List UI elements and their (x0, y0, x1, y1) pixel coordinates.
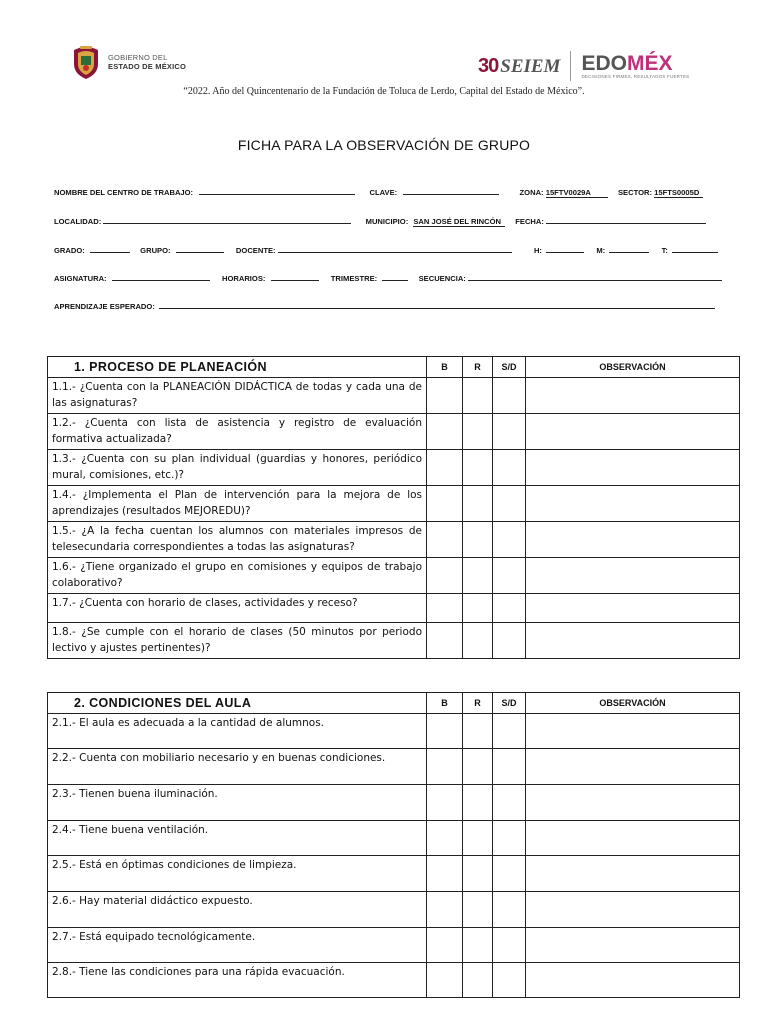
trimestre-label: TRIMESTRE: (330, 274, 378, 283)
observacion-cell[interactable] (526, 928, 740, 963)
planeacion-body (48, 378, 740, 659)
col-r: R (463, 693, 493, 714)
r-cell[interactable] (463, 714, 493, 749)
b-cell[interactable] (427, 486, 463, 522)
r-cell[interactable] (463, 749, 493, 785)
sector-value[interactable]: 15FTS0005D (654, 188, 703, 198)
secuencia-label: SECUENCIA: (418, 274, 466, 283)
r-cell[interactable] (463, 522, 493, 558)
table-row (48, 821, 740, 856)
sd-cell[interactable] (493, 821, 526, 856)
col-observacion: OBSERVACIÓN (526, 693, 740, 714)
col-b: B (427, 693, 463, 714)
b-cell[interactable] (427, 963, 463, 998)
form-row-3 (54, 244, 718, 255)
table-row (48, 414, 740, 450)
seiem-logo (478, 55, 560, 78)
horarios-field[interactable] (271, 272, 319, 281)
form-row-1 (54, 186, 703, 198)
b-cell[interactable] (427, 749, 463, 785)
asignatura-field[interactable] (112, 272, 210, 281)
b-cell[interactable] (427, 450, 463, 486)
table-row (48, 749, 740, 785)
sd-cell[interactable] (493, 486, 526, 522)
sd-cell[interactable] (493, 749, 526, 785)
r-cell[interactable] (463, 594, 493, 623)
r-cell[interactable] (463, 892, 493, 928)
municipio-value[interactable]: SAN JOSÉ DEL RINCÓN (413, 217, 505, 227)
col-sd: S/D (493, 357, 526, 378)
table-row (48, 623, 740, 659)
col-b: B (427, 357, 463, 378)
sd-cell[interactable] (493, 785, 526, 821)
observacion-cell[interactable] (526, 856, 740, 892)
grado-label: GRADO: (54, 246, 85, 255)
observacion-cell[interactable] (526, 378, 740, 414)
b-cell[interactable] (427, 558, 463, 594)
form-row-2 (54, 215, 706, 227)
planeacion-table (47, 356, 740, 659)
trimestre-field[interactable] (382, 272, 408, 281)
sd-cell[interactable] (493, 414, 526, 450)
sd-cell[interactable] (493, 856, 526, 892)
sd-cell[interactable] (493, 623, 526, 659)
logo-divider (570, 51, 571, 81)
aprendizaje-label: APRENDIZAJE ESPERADO: (54, 302, 155, 311)
col-sd: S/D (493, 693, 526, 714)
planeacion-header-row (48, 357, 740, 378)
r-cell[interactable] (463, 928, 493, 963)
horarios-label: HORARIOS: (221, 274, 266, 283)
table-row (48, 785, 740, 821)
year-motto: “2022. Año del Quincentenario de la Fundación de Toluca de Lerdo, Capital del Estado de México”. (183, 86, 585, 97)
zona-label: ZONA: (519, 188, 544, 197)
table-row (48, 378, 740, 414)
form-row-5 (54, 300, 715, 311)
table-row (48, 714, 740, 749)
grado-field[interactable] (90, 244, 130, 253)
planeacion-question: 1.3.- ¿Cuenta con su plan individual (guardias y honores, periódico mural, comisiones, etc.)? (48, 450, 427, 486)
edomex-tagline: DECISIONES FIRMES, RESULTADOS FUERTES (581, 73, 690, 79)
r-cell[interactable] (463, 856, 493, 892)
page-title: FICHA PARA LA OBSERVACIÓN DE GRUPO (237, 137, 531, 153)
sd-cell[interactable] (493, 522, 526, 558)
aprendizaje-field[interactable] (159, 300, 715, 309)
sd-cell[interactable] (493, 892, 526, 928)
centro-field[interactable] (199, 186, 355, 195)
table-row (48, 558, 740, 594)
grupo-label: GRUPO: (140, 246, 171, 255)
planeacion-question: 1.4.- ¿Implementa el Plan de intervención para la mejora de los aprendizajes (resultados MEJOREDU)? (48, 486, 427, 522)
r-cell[interactable] (463, 450, 493, 486)
r-cell[interactable] (463, 821, 493, 856)
clave-field[interactable] (403, 186, 499, 195)
t-field[interactable] (672, 244, 718, 253)
sd-cell[interactable] (493, 963, 526, 998)
condiciones-body (48, 714, 740, 998)
grupo-field[interactable] (176, 244, 224, 253)
observacion-cell[interactable] (526, 414, 740, 450)
r-cell[interactable] (463, 378, 493, 414)
edomex-brand-a: EDO (581, 51, 627, 75)
observacion-cell[interactable] (526, 785, 740, 821)
table-row (48, 856, 740, 892)
localidad-label: LOCALIDAD: (54, 217, 102, 226)
condiciones-question: 2.1.- El aula es adecuada a la cantidad de alumnos. (48, 714, 427, 749)
institution-logos (478, 48, 689, 84)
b-cell[interactable] (427, 378, 463, 414)
col-observacion: OBSERVACIÓN (526, 357, 740, 378)
r-cell[interactable] (463, 623, 493, 659)
observacion-cell[interactable] (526, 486, 740, 522)
condiciones-question: 2.7.- Está equipado tecnológicamente. (48, 928, 427, 963)
condiciones-question: 2.6.- Hay material didáctico expuesto. (48, 892, 427, 928)
fecha-label: FECHA: (515, 217, 544, 226)
localidad-field[interactable] (103, 215, 351, 224)
sd-cell[interactable] (493, 450, 526, 486)
r-cell[interactable] (463, 558, 493, 594)
m-field[interactable] (609, 244, 649, 253)
b-cell[interactable] (427, 522, 463, 558)
condiciones-question: 2.5.- Está en óptimas condiciones de limpieza. (48, 856, 427, 892)
edomex-brand-x: MÉX (626, 51, 673, 75)
condiciones-question: 2.3.- Tienen buena iluminación. (48, 785, 427, 821)
m-label: M: (596, 246, 606, 255)
t-label: T: (661, 246, 668, 255)
planeacion-question: 1.1.- ¿Cuenta con la PLANEACIÓN DIDÁCTICA de todas y cada una de las asignaturas? (48, 378, 427, 414)
planeacion-question: 1.6.- ¿Tiene organizado el grupo en comisiones y equipos de trabajo colaborativo? (48, 558, 427, 594)
condiciones-question: 2.4.- Tiene buena ventilación. (48, 821, 427, 856)
sd-cell[interactable] (493, 594, 526, 623)
observacion-cell[interactable] (526, 821, 740, 856)
observacion-cell[interactable] (526, 558, 740, 594)
b-cell[interactable] (427, 623, 463, 659)
planeacion-question: 1.5.- ¿A la fecha cuentan los alumnos con materiales impresos de telesecundaria correspondientes a todas las asignaturas? (48, 522, 427, 558)
table-row (48, 522, 740, 558)
table-row (48, 594, 740, 623)
gobierno-line2: ESTADO DE MÉXICO (108, 62, 187, 71)
b-cell[interactable] (427, 714, 463, 749)
b-cell[interactable] (427, 821, 463, 856)
table-row (48, 486, 740, 522)
state-shield-icon (70, 44, 102, 80)
zona-value[interactable]: 15FTV0029A (546, 188, 608, 198)
docente-label: DOCENTE: (235, 246, 276, 255)
seiem-text: SEIEM (500, 55, 561, 77)
h-label: H: (533, 246, 542, 255)
table-row (48, 928, 740, 963)
page-header (0, 0, 768, 110)
form-row-4 (54, 272, 722, 283)
condiciones-question: 2.2.- Cuenta con mobiliario necesario y en buenas condiciones. (48, 749, 427, 785)
r-cell[interactable] (463, 785, 493, 821)
h-field[interactable] (546, 244, 584, 253)
b-cell[interactable] (427, 785, 463, 821)
condiciones-table (47, 692, 740, 998)
planeacion-question: 1.8.- ¿Se cumple con el horario de clases (50 minutos por periodo lectivo y ajustes pertinentes)? (48, 623, 427, 659)
clave-label: CLAVE: (369, 188, 398, 197)
b-cell[interactable] (427, 414, 463, 450)
planeacion-question: 1.7.- ¿Cuenta con horario de clases, actividades y receso? (48, 594, 427, 623)
condiciones-header-row (48, 693, 740, 714)
condiciones-question: 2.8.- Tiene las condiciones para una rápida evacuación. (48, 963, 427, 998)
b-cell[interactable] (427, 856, 463, 892)
col-r: R (463, 357, 493, 378)
observacion-cell[interactable] (526, 623, 740, 659)
fecha-field[interactable] (546, 215, 706, 224)
section2-title: 2. CONDICIONES DEL AULA (48, 693, 427, 714)
docente-field[interactable] (278, 244, 512, 253)
r-cell[interactable] (463, 486, 493, 522)
section1-title: 1. PROCESO DE PLANEACIÓN (48, 357, 427, 378)
observacion-cell[interactable] (526, 450, 740, 486)
table-row (48, 963, 740, 998)
asignatura-label: ASIGNATURA: (54, 274, 107, 283)
b-cell[interactable] (427, 892, 463, 928)
observacion-cell[interactable] (526, 892, 740, 928)
table-row (48, 450, 740, 486)
centro-label: NOMBRE DEL CENTRO DE TRABAJO: (54, 188, 194, 197)
observacion-cell[interactable] (526, 963, 740, 998)
municipio-label: MUNICIPIO: (365, 217, 409, 226)
gobierno-line1: GOBIERNO DEL (108, 53, 168, 62)
b-cell[interactable] (427, 928, 463, 963)
secuencia-field[interactable] (468, 272, 722, 281)
sector-label: SECTOR: (617, 188, 653, 197)
observacion-cell[interactable] (526, 714, 740, 749)
b-cell[interactable] (427, 594, 463, 623)
observacion-cell[interactable] (526, 522, 740, 558)
sd-cell[interactable] (493, 378, 526, 414)
r-cell[interactable] (463, 414, 493, 450)
r-cell[interactable] (463, 963, 493, 998)
table-row (48, 892, 740, 928)
planeacion-question: 1.2.- ¿Cuenta con lista de asistencia y registro de evaluación formativa actualizada? (48, 414, 427, 450)
observacion-cell[interactable] (526, 749, 740, 785)
gobierno-logo (70, 44, 186, 80)
sd-cell[interactable] (493, 714, 526, 749)
observacion-cell[interactable] (526, 594, 740, 623)
sd-cell[interactable] (493, 928, 526, 963)
edomex-logo (581, 51, 690, 79)
sd-cell[interactable] (493, 558, 526, 594)
seiem-number: 30 (478, 54, 499, 77)
